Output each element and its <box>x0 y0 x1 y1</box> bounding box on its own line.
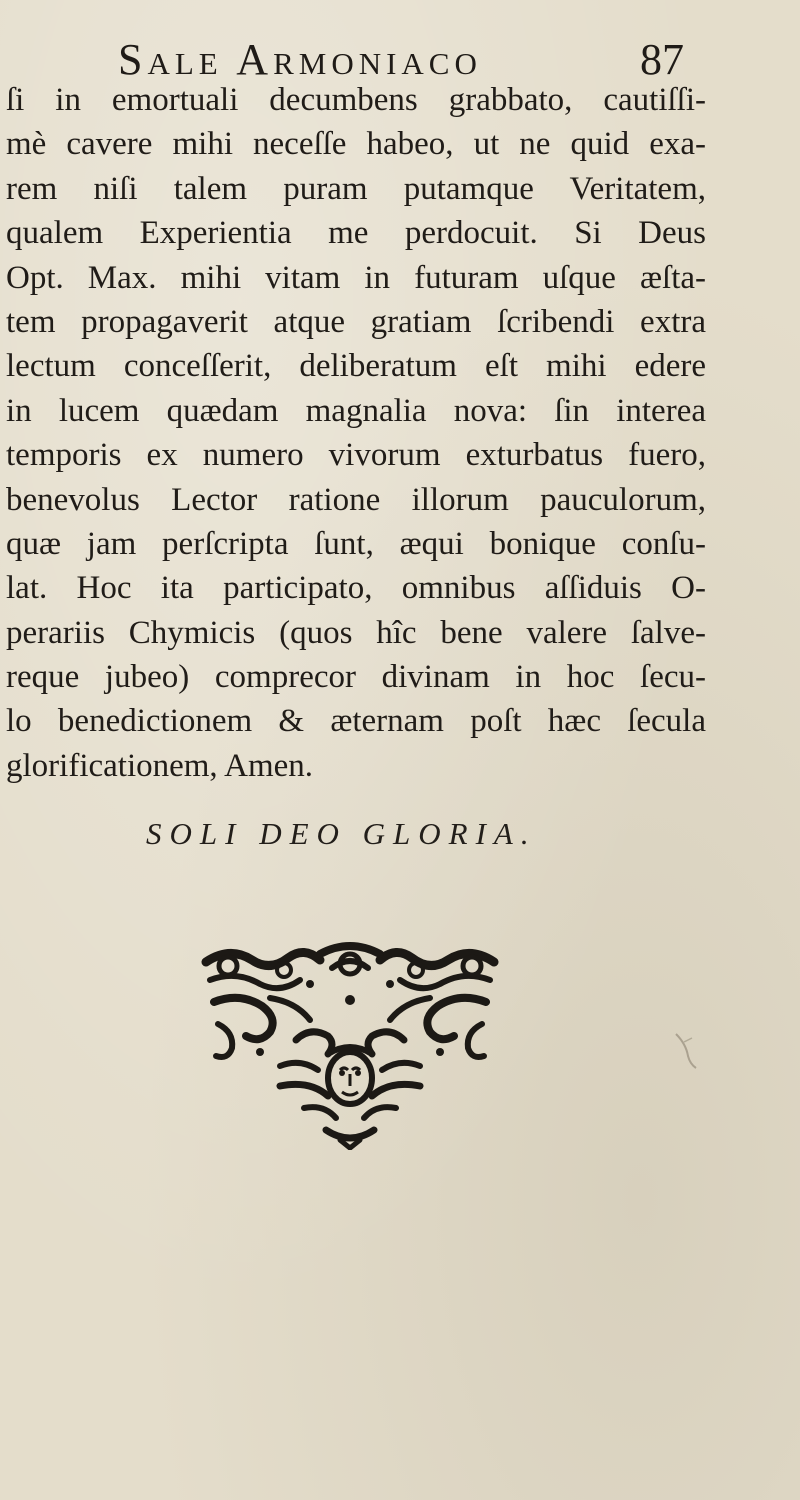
text-line: quæ jam perſcripta ſunt, æqui bonique conſu- <box>6 525 706 562</box>
text-line: lectum conceſſerit, deliberatum eſt mihi edere <box>6 348 706 385</box>
text-line: benevolus Lector ratione illorum pauculorum, <box>6 481 706 518</box>
text-line: temporis ex numero vivorum exturbatus fuero, <box>6 437 706 474</box>
body-paragraph <box>6 78 706 788</box>
text-line: perariis Chymicis (quos hîc bene valere ſalve- <box>6 614 706 651</box>
text-line: ſi in emortuali decumbens grabbato, cautiſſi- <box>6 82 706 118</box>
text-line-last: glorificationem, Amen. <box>6 747 314 784</box>
floral-tailpiece-with-mask-icon <box>200 940 500 1150</box>
text-line: in lucem quædam magnalia nova: ſin interea <box>6 392 706 429</box>
text-line: mè cavere mihi neceſſe habeo, ut ne quid exa- <box>6 126 706 163</box>
text-line: Opt. Max. mihi vitam in futuram uſque æſta- <box>6 259 706 296</box>
text-line: reque jubeo) comprecor divinam in hoc ſecu- <box>6 659 706 696</box>
text-line: rem niſi talem puram putamque Veritatem, <box>6 170 706 207</box>
text-line: lat. Hoc ita participato, omnibus aſſiduis O- <box>6 570 706 607</box>
closing-doxology: SOLI DEO GLORIA. <box>146 816 537 851</box>
page-number: 87 <box>640 35 684 84</box>
text-line: qualem Experientia me perdocuit. Si Deus <box>6 215 706 252</box>
paper-stain <box>672 1030 702 1070</box>
running-title: Sale Armoniaco <box>118 35 482 84</box>
text-line: tem propagaverit atque gratiam ſcribendi extra <box>6 303 706 340</box>
text-line: lo benedictionem & æternam poſt hæc ſecula <box>6 703 706 740</box>
